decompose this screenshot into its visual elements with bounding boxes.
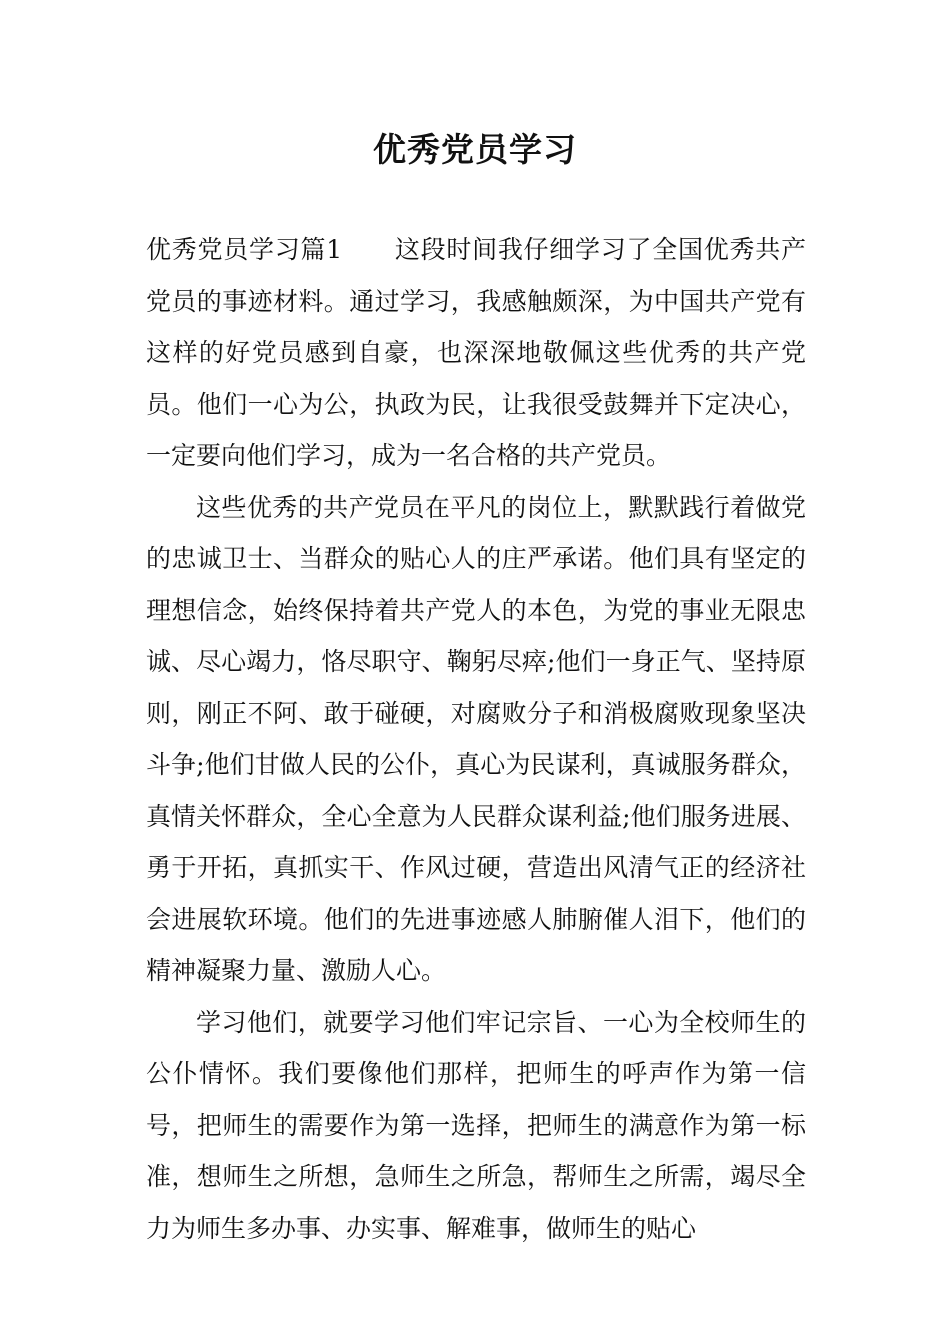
paragraph-2: 这些优秀的共产党员在平凡的岗位上，默默践行着做党的忠诚卫士、当群众的贴心人的庄严承诺。他们具有坚定的理想信念，始终保持着共产党人的本色，为党的事业无限忠诚、尽心竭力，恪尽职守、鞠躬尽瘁;他们一身正气、坚持原则，刚正不阿、敢于碰硬，对腐败分子和消极腐败现象坚决斗争;他们甘做人民的公仆，真心为民谋利，真诚服务群众，真情关怀群众，全心全意为人民群众谋利益;他们服务进展、勇于开拓，真抓实干、作风过硬，营造出风清气正的经济社会进展软环境。他们的先进事迹感人肺腑催人泪下，他们的精神凝聚力量、激励人心。 [146, 492, 806, 985]
document-body [146, 224, 806, 1254]
paragraph-3: 学习他们，就要学习他们牢记宗旨、一心为全校师生的公仆情怀。我们要像他们那样，把师生的呼声作为第一信号，把师生的需要作为第一选择，把师生的满意作为第一标准，想师生之所想，急师生之所急，帮师生之所需，竭尽全力为师生多办事、办实事、解难事，做师生的贴心 [146, 1007, 806, 1243]
section-heading: 优秀党员学习篇1 [146, 235, 343, 264]
paragraph-1 [146, 224, 806, 482]
paragraph-1-text: 这段时间我仔细学习了全国优秀共产党员的事迹材料。通过学习，我感触颇深，为中国共产党有这样的好党员感到自豪，也深深地敬佩这些优秀的共产党员。他们一心为公，执政为民，让我很受鼓舞并下定决心，一定要向他们学习，成为一名合格的共产党员。 [146, 235, 806, 470]
document-title: 优秀党员学习 [373, 130, 577, 169]
